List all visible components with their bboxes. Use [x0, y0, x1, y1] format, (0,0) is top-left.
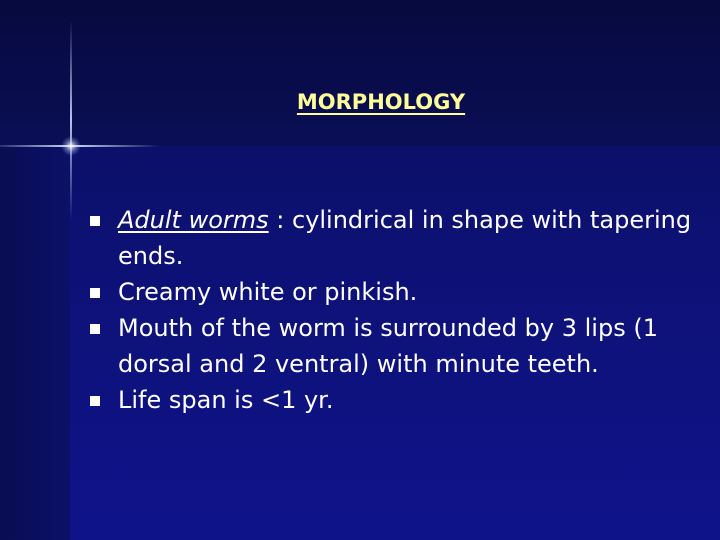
header-band	[0, 0, 720, 146]
slide-title: MORPHOLOGY	[296, 90, 466, 114]
square-bullet-icon	[90, 324, 100, 334]
sparkle-star-icon	[61, 136, 81, 156]
square-bullet-icon	[90, 396, 100, 406]
sparkle-star-vertical	[70, 20, 72, 220]
bullet-item	[90, 382, 700, 418]
square-bullet-icon	[90, 216, 100, 226]
bullet-item	[90, 310, 700, 382]
bullet-item	[90, 274, 700, 310]
bullet-text: : cylindrical in shape with tapering ends.	[118, 206, 692, 270]
square-bullet-icon	[90, 288, 100, 298]
bullet-text: Mouth of the worm is surrounded by 3 lips (1 dorsal and 2 ventral) with minute teeth.	[118, 314, 658, 378]
left-band	[0, 146, 70, 540]
bullet-emphasis: Adult worms	[118, 206, 269, 234]
bullet-list	[90, 202, 700, 418]
bullet-text: Life span is <1 yr.	[118, 386, 334, 414]
bullet-item	[90, 202, 700, 274]
bullet-text: Creamy white or pinkish.	[118, 278, 418, 306]
